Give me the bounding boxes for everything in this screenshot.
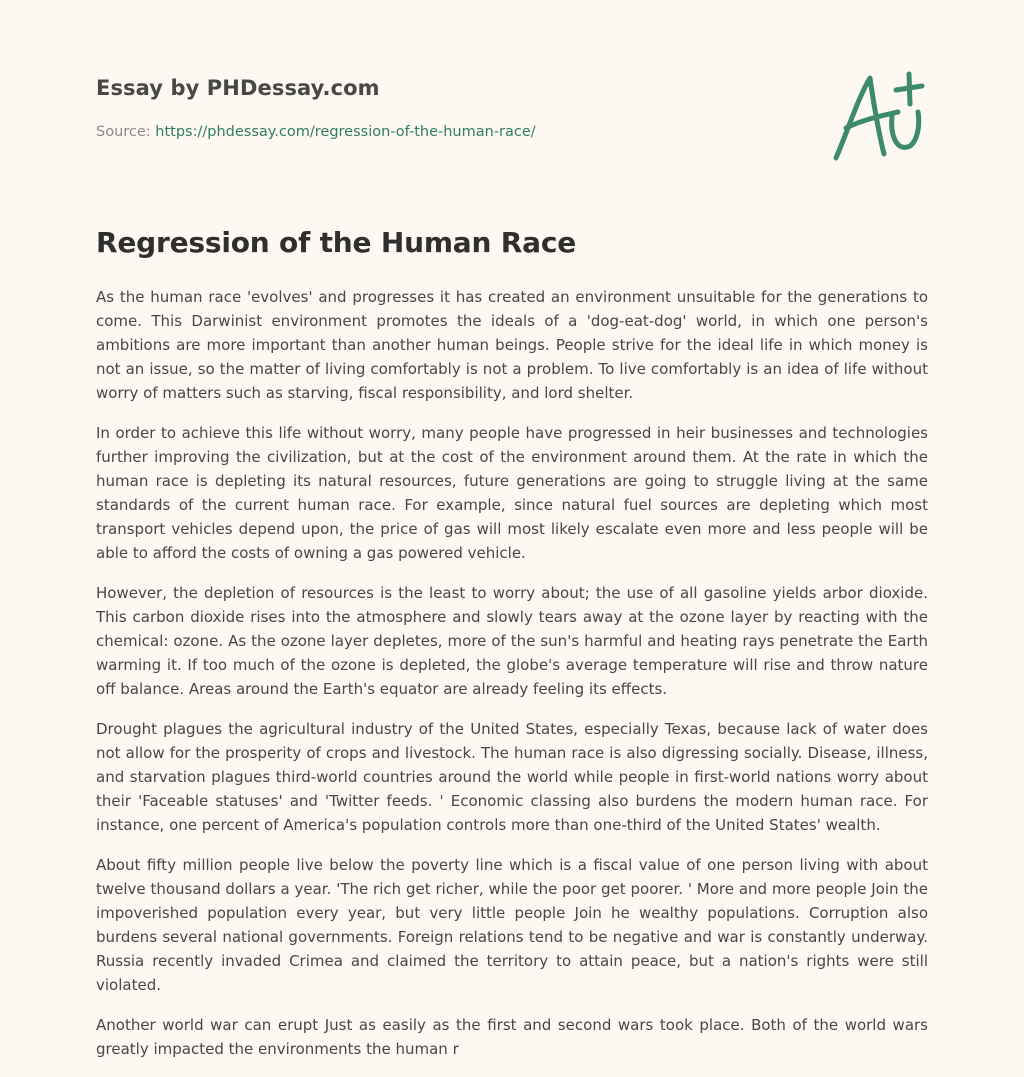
essay-body: [96, 285, 928, 1077]
a-plus-logo-icon: [826, 68, 930, 168]
essay-paragraph: Another world war can erupt Just as easily as the first and second wars took place. Both of the world wars greatly impacted the environments the human r: [96, 1016, 928, 1058]
essay-paragraph: In order to achieve this life without worry, many people have progressed in heir businesses and technologies further improving the civilization, but at the cost of the environment around them. At the rate in which the human race is depleting its natural resources, future generations are going to struggle living at the same standards of the current human race. For example, since natural fuel sources are depleting which most transport vehicles depend upon, the price of gas will most likely escalate even more and less people will be able to afford the costs of owning a gas powered vehicle.: [96, 424, 928, 562]
site-brand: Essay by PHDessay.com: [96, 76, 380, 100]
essay-title: Regression of the Human Race: [96, 226, 577, 259]
page-header: [96, 0, 928, 190]
essay-paragraph: About fifty million people live below the poverty line which is a fiscal value of one person living with about twelve thousand dollars a year. 'The rich get richer, while the poor get poorer. ' More and more people Join the impoverished population every year, but very little people Join he wealthy populations. Corruption also burdens several national governments. Foreign relations tend to be negative and war is constantly underway. Russia recently invaded Crimea and claimed the territory to attain peace, but a nation's rights were still violated.: [96, 856, 928, 994]
essay-paragraph: However, the depletion of resources is the least to worry about; the use of all gasoline yields arbor dioxide. This carbon dioxide rises into the atmosphere and slowly tears away at the ozone layer by reacting with the chemical: ozone. As the ozone layer depletes, more of the sun's harmful and heating rays penetrate the Earth warming it. If too much of the ozone is depleted, the globe's average temperature will rise and throw nature off balance. Areas around the Earth's equator are already feeling its effects.: [96, 584, 928, 698]
source-line: [96, 124, 536, 140]
essay-paragraph: As the human race 'evolves' and progresses it has created an environment unsuitable for the generations to come. This Darwinist environment promotes the ideals of a 'dog-eat-dog' world, in which one person's ambitions are more important than another human beings. People strive for the ideal life in which money is not an issue, so the matter of living comfortably is not a problem. To live comfortably is an idea of life without worry of matters such as starving, fiscal responsibility, and lord shelter.: [96, 288, 928, 402]
source-label: Source:: [96, 124, 151, 140]
essay-paragraph: Drought plagues the agricultural industry of the United States, especially Texas, because lack of water does not allow for the prosperity of crops and livestock. The human race is also digressing socially. Disease, illness, and starvation plagues third-world countries around the world while people in first-world nations worry about their 'Faceable statuses' and 'Twitter feeds. ' Economic classing also burdens the modern human race. For instance, one percent of America's population controls more than one-third of the United States' wealth.: [96, 720, 928, 834]
source-link[interactable]: https://phdessay.com/regression-of-the-human-race/: [155, 124, 536, 140]
